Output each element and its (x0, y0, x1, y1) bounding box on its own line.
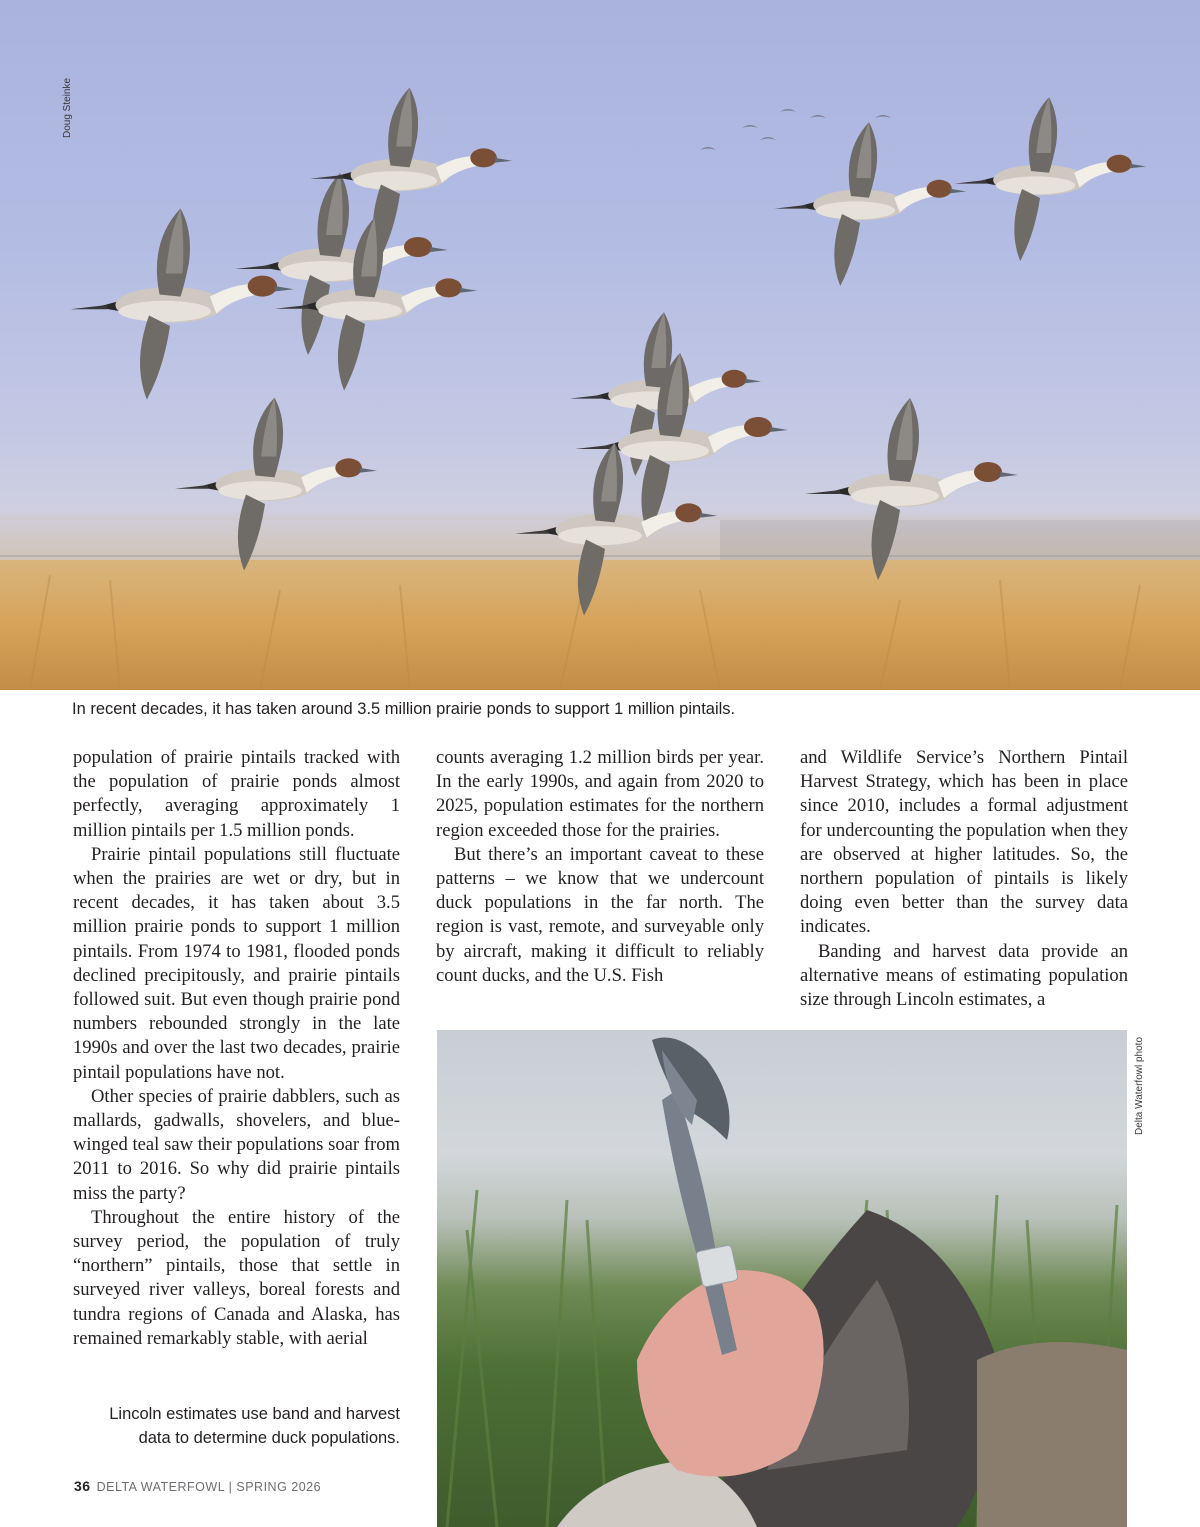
pintail-flock-illustration (0, 0, 1200, 690)
paragraph: Throughout the entire history of the survey period, the population of truly “northern” pintails, those that settle in surveyed river valleys, boreal forests and tundra regions of Canada and Alaska, has remained remarkably stable, with aerial (73, 1206, 400, 1349)
paragraph: population of prairie pintails tracked with the population of prairie ponds almost perfectly, averaging approximately 1 million pintails per 1.5 million ponds. (73, 747, 400, 841)
publication-name: DELTA WATERFOWL | SPRING 2026 (96, 1480, 322, 1494)
page-footer (74, 1478, 321, 1494)
paragraph: Prairie pintail populations still fluctuate when the prairies are wet or dry, but in recent decades, it has taken about 3.5 million prairie ponds to support 1 million pintails. From 1974 to 1981, flooded ponds declined precipitously, and prairie pintails followed suit. But even though prairie pond numbers rebounded strongly in the late 1990s and over the last two decades, prairie pintail populations have not. (73, 843, 400, 1083)
banded-pintail-photo (437, 1030, 1127, 1527)
paragraph: Banding and harvest data provide an alternative means of estimating population size through Lincoln estimates, a (800, 940, 1128, 1011)
bottom-photo-caption (60, 1402, 400, 1450)
bottom-photo-credit: Delta Waterfowl photo (1134, 1036, 1145, 1135)
paragraph: But there’s an important caveat to these patterns – we know that we undercount duck populations in the far north. The region is vast, remote, and surveyable only by aircraft, making it difficult to reliably count ducks, and the U.S. Fish (436, 843, 764, 986)
caption-line: Lincoln estimates use band and harvest (109, 1405, 400, 1423)
paragraph: counts averaging 1.2 million birds per year. In the early 1990s, and again from 2020 to 2025, population estimates for the northern region exceeded those for the prairies. (436, 747, 764, 841)
paragraph: and Wildlife Service’s Northern Pintail Harvest Strategy, which has been in place since 2010, includes a formal adjustment for undercounting the population when they are observed at higher latitudes. So, the northern population of pintails is likely doing even better than the survey data indicates. (800, 747, 1128, 938)
page-number: 36 (74, 1478, 91, 1494)
top-photo-credit: Doug Steinke (62, 77, 73, 138)
paragraph: Other species of prairie dabblers, such as mallards, gadwalls, shovelers, and blue-winged teal saw their populations soar from 2011 to 2016. So why did prairie pintails miss the party? (73, 1085, 400, 1204)
top-photo-caption: In recent decades, it has taken around 3.5 million prairie ponds to support 1 million pintails. (72, 700, 736, 718)
article-column-3 (800, 746, 1128, 1012)
article-column-1 (73, 746, 400, 1351)
caption-line: data to determine duck populations. (138, 1429, 400, 1447)
banded-duck-leg-illustration (437, 1030, 1127, 1527)
hero-photo-pintails-in-flight (0, 0, 1200, 690)
article-column-2 (436, 746, 764, 988)
